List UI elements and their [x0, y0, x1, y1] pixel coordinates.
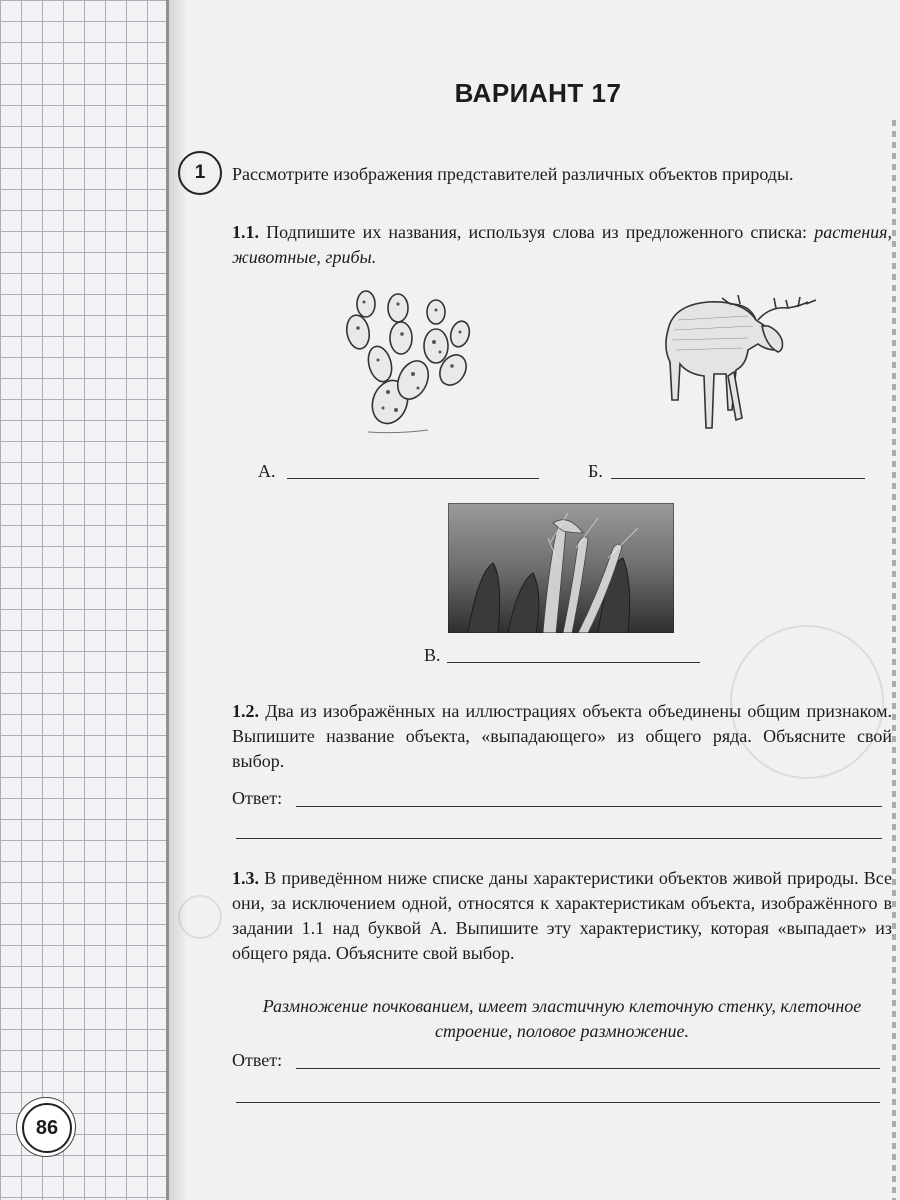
question-1-2-number: 1.2.: [232, 701, 259, 721]
answer-label-1-3: Ответ:: [232, 1050, 283, 1070]
graph-paper-margin: [0, 0, 168, 1200]
answer-line-1-2-second[interactable]: [236, 838, 882, 839]
question-1-1-text: Подпишите их названия, используя слова из предложенного списка:: [266, 222, 815, 242]
question-1-3-text: В приведённом ниже списке даны характеристики объектов живой природы. Все они, за исключением одной, относятся к характеристикам объекта, изображённого в задании 1.1 над буквой А. Выпишите эту характеристику, которая «выпадает» из общего ряда. Объясните свой выбор.: [232, 868, 893, 963]
answer-line-1-2-first[interactable]: [296, 806, 882, 807]
task-intro-text: Рассмотрите изображения представителей различных объектов природы.: [232, 164, 794, 184]
label-v: В.: [424, 645, 441, 665]
question-1-3-number: 1.3.: [232, 868, 259, 888]
question-1-1-word-list: растения, животные, грибы.: [232, 222, 892, 267]
moose-illustration: [658, 290, 828, 440]
page-title: ВАРИАНТ 17: [454, 78, 622, 108]
answer-line-a[interactable]: [287, 478, 539, 479]
fungus-on-grain-photo: [448, 503, 674, 633]
label-b: Б.: [588, 461, 603, 481]
task-number-badge: 1: [178, 151, 222, 195]
cactus-illustration: [328, 282, 488, 442]
answer-line-1-3-first[interactable]: [296, 1068, 880, 1069]
label-a: А.: [258, 461, 276, 481]
answer-line-b[interactable]: [611, 478, 865, 479]
answer-line-1-3-second[interactable]: [236, 1102, 880, 1103]
page-number: 86: [22, 1103, 72, 1153]
bleed-through-circle: [178, 895, 222, 939]
task-intro: [232, 162, 892, 187]
answer-line-v[interactable]: [447, 662, 700, 663]
question-1-2-text: Два из изображённых на иллюстрациях объекта объединены общим признаком. Выпишите название объекта, «выпадающего» из общего ряда. Объясните свой выбор.: [232, 701, 892, 771]
question-1-2: [232, 699, 892, 774]
answer-label-1-2: Ответ:: [232, 788, 283, 808]
question-1-3: [232, 866, 892, 966]
question-1-1-number: 1.1.: [232, 222, 259, 242]
characteristics-list: Размножение почкованием, имеет эластичную клеточную стенку, клеточное строение, половое размножение.: [262, 996, 862, 1041]
binding-edge: [892, 120, 896, 1200]
question-1-1: [232, 220, 892, 270]
